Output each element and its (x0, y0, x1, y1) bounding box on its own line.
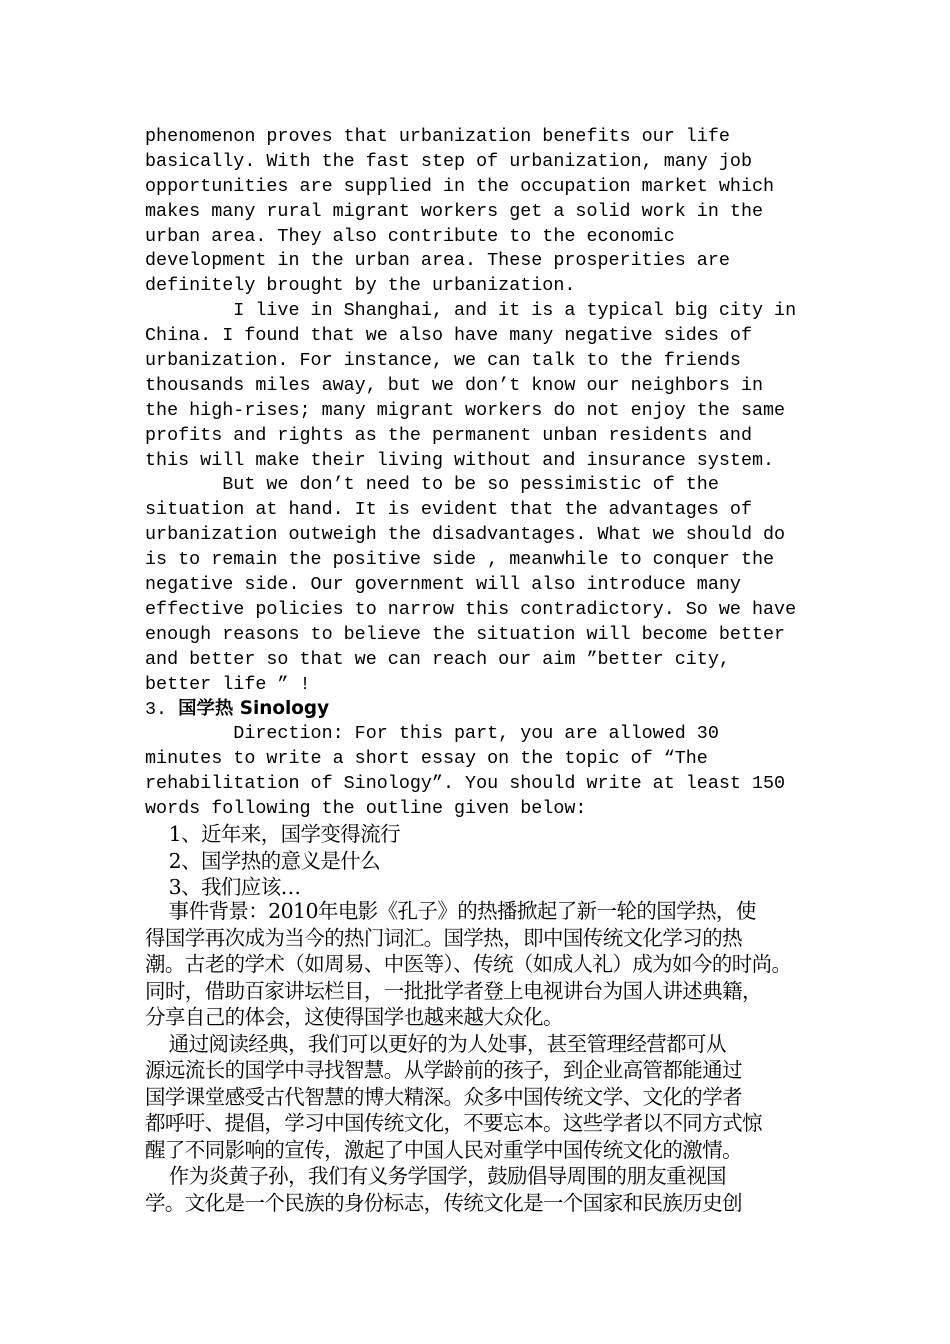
text-line: I live in Shanghai, and it is a typical big city in (145, 300, 797, 322)
direction-line: words following the outline given below: (145, 798, 587, 820)
text-line: 作为炎黄子孙，我们有义务学国学，鼓励倡导周围的朋友重视国 (145, 1164, 726, 1188)
text-line: urbanization. For instance, we can talk to the friends (145, 350, 741, 372)
text-line: urbanization outweigh the disadvantages. What we should do (145, 524, 786, 546)
text-line: China. I found that we also have many negative sides of (145, 325, 752, 347)
outline-item: 2、国学热的意义是什么 (145, 848, 381, 873)
text-line: effective policies to narrow this contradictory. So we have (145, 598, 797, 620)
text-line: 通过阅读经典，我们可以更好的为人处事，甚至管理经营都可从 (145, 1031, 726, 1056)
text-line: development in the urban area. These prosperities are (145, 250, 730, 272)
direction-line: Direction: For this part, you are allowed 30 (145, 723, 719, 745)
text-line: and better so that we can reach our aim ”better city, (145, 648, 730, 670)
section-number: 3. (145, 699, 168, 721)
text-line: 国学课堂感受古代智慧的博大精深。众多中国传统文学、文化的学者 (145, 1084, 742, 1109)
text-line: is to remain the positive side , meanwhile to conquer the (145, 549, 775, 571)
text-line: enough reasons to believe the situation will become better (145, 623, 786, 645)
text-line: situation at hand. It is evident that the advantages of (145, 499, 752, 521)
text-line: urban area. They also contribute to the economic (145, 225, 675, 247)
section-title: 国学热 Sinology (178, 698, 330, 720)
direction-line: rehabilitation of Sinology”. You should write at least 150 (145, 773, 786, 795)
text-line: 醒了不同影响的宣传，激起了中国人民对重学中国传统文化的激情。 (145, 1137, 742, 1162)
text-line: the high-rises; many migrant workers do not enjoy the same (145, 399, 786, 421)
text-line: thousands miles away, but we don’t know our neighbors in (145, 374, 764, 396)
chinese-background-text (145, 898, 825, 1216)
text-line: opportunities are supplied in the occupation market which (145, 175, 775, 197)
direction-line: minutes to write a short essay on the topic of “The (145, 748, 708, 770)
text-line: negative side. Our government will also introduce many (145, 574, 741, 596)
text-line: better life ” ! (145, 673, 311, 695)
text-line: 都呼吁、提倡，学习中国传统文化，不要忘本。这些学者以不同方式惊 (145, 1111, 762, 1135)
outline-item: 1、近年来，国学变得流行 (145, 822, 401, 846)
section-heading (145, 697, 825, 722)
text-line: 得国学再次成为当今的热门词汇。国学热，即中国传统文化学习的热 (145, 925, 742, 950)
text-line: 学。文化是一个民族的身份标志，传统文化是一个国家和民族历史创 (145, 1190, 742, 1215)
text-line: 源远流长的国学中寻找智慧。从学龄前的孩子，到企业高管都能通过 (145, 1058, 742, 1082)
text-line: 事件背景：2010年电影《孔子》的热播掀起了新一轮的国学热，使 (145, 899, 756, 923)
text-line: 潮。古老的学术（如周易、中医等）、传统（如成人礼）成为如今的时尚。 (145, 952, 792, 976)
outline-item: 3、我们应该… (145, 875, 301, 899)
text-line: basically. With the fast step of urbanization, many job (145, 150, 752, 172)
text-line: 分享自己的体会，这使得国学也越来越大众化。 (145, 1005, 563, 1029)
text-line: makes many rural migrant workers get a solid work in the (145, 200, 764, 222)
text-line: definitely brought by the urbanization. (145, 275, 576, 297)
text-line: profits and rights as the permanent unban residents and (145, 424, 752, 446)
text-line: phenomenon proves that urbanization benefits our life (145, 126, 730, 147)
text-line: But we don’t need to be so pessimistic of the (145, 474, 719, 496)
text-line: this will make their living without and insurance system. (145, 449, 775, 471)
outline-list (145, 821, 825, 901)
essay-urbanization-text (145, 125, 825, 822)
text-line: 同时，借助百家讲坛栏目，一批批学者登上电视讲台为国人讲述典籍， (145, 978, 762, 1003)
